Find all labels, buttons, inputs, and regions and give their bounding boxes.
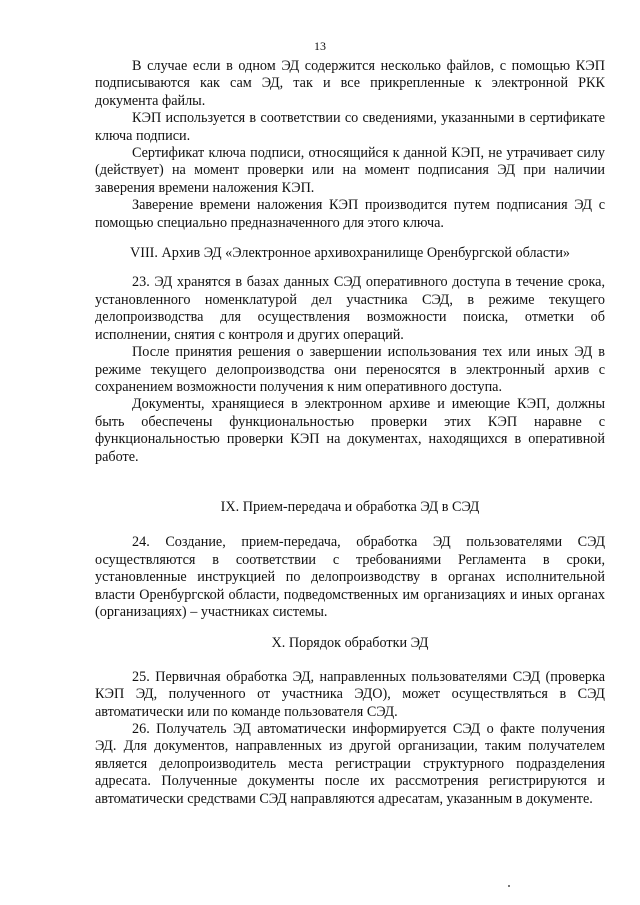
paragraph: КЭП используется в соответствии со сведениями, указанными в сертификате ключа подписи. (95, 110, 605, 144)
page-number: 13 (314, 39, 326, 53)
section-heading-viii: VIII. Архив ЭД «Электронное архивохранилище Оренбургской области» (129, 245, 571, 262)
page-body (95, 58, 605, 808)
paragraph: Документы, хранящиеся в электронном архиве и имеющие КЭП, должны быть обеспечены функциональностью проверки этих КЭП наравне с функциональностью проверки КЭП на документах, находящихся в оперативной работе. (95, 396, 605, 465)
paragraph: Заверение времени наложения КЭП производится путем подписания ЭД с помощью специально предназначенного для этого ключа. (95, 197, 605, 231)
paragraph: В случае если в одном ЭД содержится несколько файлов, с помощью КЭП подписываются как сам ЭД, так и все прикрепленные к электронной РКК документа файлы. (95, 58, 605, 109)
section-heading-x: X. Порядок обработки ЭД (271, 635, 429, 652)
paragraph-24: 24. Создание, прием-передача, обработка ЭД пользователями СЭД осуществляются в соответствии с требованиями Регламента в сроки, установленные инструкцией по делопроизводству в органах исполнительной власти Оренбургской области, подведомственных им организациях и иных органах (организациях) – участниках системы. (95, 534, 605, 620)
scan-speck (508, 885, 510, 887)
paragraph: Сертификат ключа подписи, относящийся к данной КЭП, не утрачивает силу (действует) на момент проверки или на момент подписания ЭД при наличии заверения времени наложения КЭП. (95, 145, 605, 196)
paragraph-23: 23. ЭД хранятся в базах данных СЭД оперативного доступа в течение срока, установленного номенклатурой дел участника СЭД, в режиме текущего делопроизводства для осуществления возможности поиска, отметки об исполнении, снятия с контроля и других операций. (95, 274, 605, 343)
paragraph-26: 26. Получатель ЭД автоматически информируется СЭД о факте получения ЭД. Для документов, направленных из другой организации, таким получателем является делопроизводитель места регистрации структурного подразделения адресата. Полученные документы после их рассмотрения регистрируются и автоматически средствами СЭД направляются адресатам, указанным в документе. (95, 721, 605, 807)
section-heading-ix: IX. Прием-передача и обработка ЭД в СЭД (220, 498, 480, 515)
paragraph: После принятия решения о завершении использования тех или иных ЭД в режиме текущего делопроизводства они переносятся в электронный архив с сохранением возможности получения к ним оперативного доступа. (95, 344, 605, 395)
paragraph-25: 25. Первичная обработка ЭД, направленных пользователями СЭД (проверка КЭП ЭД, полученного от участника ЭДО), может осуществляться в СЭД автоматически или по команде пользователя СЭД. (95, 668, 605, 720)
